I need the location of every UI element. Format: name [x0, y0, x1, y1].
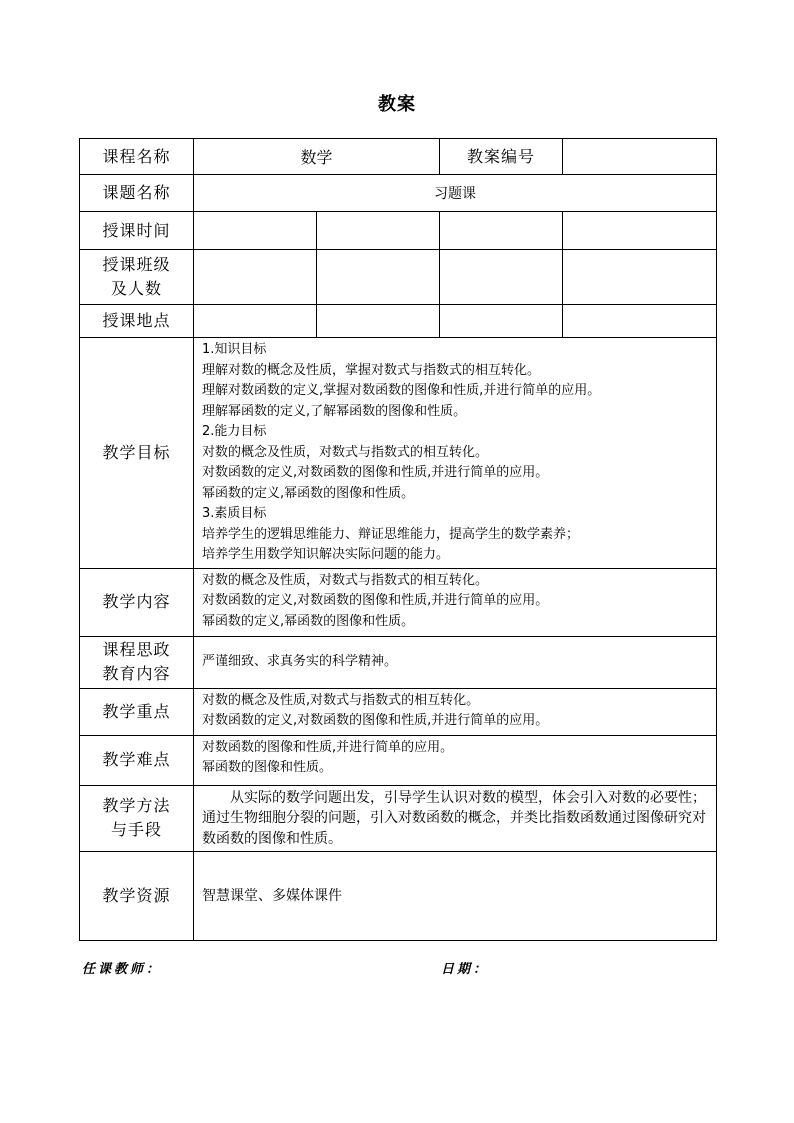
ideology-text: [194, 636, 717, 688]
key-points-text: [194, 688, 717, 735]
ideology-line: 严谨细致、求真务实的科学精神。: [202, 653, 398, 669]
row-content: [80, 568, 717, 636]
difficulties-line: 幂函数的图像和性质。: [202, 760, 333, 775]
class-cell-3: [440, 250, 563, 305]
ideology-label-line-2: 教育内容: [102, 664, 171, 683]
objectives-content: [194, 338, 717, 569]
key-points-line: 对数的概念及性质,对数式与指数式的相互转化。: [202, 692, 480, 708]
time-cell-2: [317, 212, 440, 250]
content-line: 对数的概念及性质，对数式与指数式的相互转化。: [202, 572, 489, 588]
ideology-label: [80, 636, 194, 688]
time-cell-1: [194, 212, 317, 250]
place-cell-4: [563, 305, 717, 338]
methods-text: [194, 785, 717, 852]
row-topic: [80, 175, 717, 212]
ideology-label-line-1: 课程思政: [102, 640, 171, 659]
objectives-line: 培养学生的逻辑思维能力、辩证思维能力，提高学生的数学素养；: [202, 526, 580, 542]
content-line: 对数函数的定义,对数函数的图像和性质,并进行简单的应用。: [202, 593, 549, 608]
date-label: 日期：: [441, 962, 490, 977]
row-difficulties: [80, 735, 717, 785]
objectives-line: 对数的概念及性质，对数式与指数式的相互转化。: [202, 444, 489, 460]
time-label: 授课时间: [80, 212, 194, 250]
methods-label-line-1: 教学方法: [102, 796, 171, 816]
difficulties-text: [194, 735, 717, 785]
objectives-line: 理解对数的概念及性质，掌握对数式与指数式的相互转化。: [202, 362, 541, 378]
place-label: 授课地点: [80, 305, 194, 338]
content-line: 幂函数的定义,幂函数的图像和性质。: [202, 613, 415, 629]
objectives-line: 培养学生用数学知识解决实际问题的能力。: [202, 547, 450, 562]
topic-label: 课题名称: [80, 175, 194, 212]
class-cell-4: [563, 250, 717, 305]
class-cell-1: [194, 250, 317, 305]
methods-label-line-2: 与手段: [110, 820, 162, 840]
difficulties-line: 对数函数的图像和性质,并进行简单的应用。: [202, 739, 454, 755]
plan-number-value: [563, 139, 717, 175]
course-name-value: 数学: [194, 139, 440, 175]
methods-paragraph: 从实际的数学问题出发，引导学生认识对数的模型，体会引入对数的必要性；通过生物细胞分裂的问题，引入对数函数的概念，并类比指数函数通过图像研究对数函数的图像和性质。: [202, 789, 706, 847]
objectives-line: 2.能力目标: [202, 424, 267, 439]
objectives-line: 理解对数函数的定义,掌握对数函数的图像和性质,并进行简单的应用。: [202, 383, 601, 398]
class-cell-2: [317, 250, 440, 305]
teacher-label: 任课教师：: [82, 962, 163, 977]
lesson-plan-table: [79, 138, 717, 941]
objectives-label: 教学目标: [80, 338, 194, 569]
objectives-line: 理解幂函数的定义,了解幂函数的图像和性质。: [202, 403, 467, 419]
time-cell-3: [440, 212, 563, 250]
course-name-label: 课程名称: [80, 139, 194, 175]
row-time: [80, 212, 717, 250]
row-course-name: [80, 139, 717, 175]
objectives-line: 幂函数的定义,幂函数的图像和性质。: [202, 485, 415, 501]
key-points-label: 教学重点: [80, 688, 194, 735]
objectives-line: 1.知识目标: [202, 342, 267, 357]
place-cell-2: [317, 305, 440, 338]
resources-line: 智慧课堂、多媒体课件: [202, 887, 342, 904]
methods-label: [80, 785, 194, 852]
place-cell-1: [194, 305, 317, 338]
class-label-line-2: 及人数: [110, 279, 162, 298]
row-objectives: [80, 338, 717, 569]
topic-value: 习题课: [194, 175, 717, 212]
row-class: [80, 250, 717, 305]
row-resources: [80, 852, 717, 941]
objectives-line: 3.素质目标: [202, 506, 267, 521]
content-text: [194, 568, 717, 636]
time-cell-4: [563, 212, 717, 250]
row-key-points: [80, 688, 717, 735]
plan-number-label: 教案编号: [440, 139, 563, 175]
row-place: [80, 305, 717, 338]
row-methods: [80, 785, 717, 852]
place-cell-3: [440, 305, 563, 338]
resources-text: [194, 852, 717, 941]
row-ideology: [80, 636, 717, 688]
difficulties-label: 教学难点: [80, 735, 194, 785]
content-label: 教学内容: [80, 568, 194, 636]
resources-label: 教学资源: [80, 852, 194, 941]
key-points-line: 对数函数的定义,对数函数的图像和性质,并进行简单的应用。: [202, 713, 549, 728]
page-title: 教案: [378, 94, 416, 115]
class-label-line-1: 授课班级: [102, 255, 171, 274]
class-label: [80, 250, 194, 305]
objectives-line: 对数函数的定义,对数函数的图像和性质,并进行简单的应用。: [202, 465, 549, 480]
